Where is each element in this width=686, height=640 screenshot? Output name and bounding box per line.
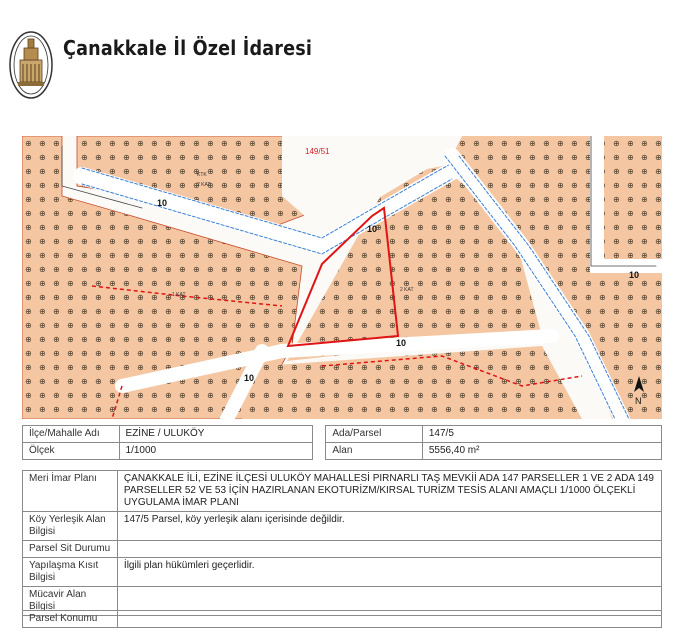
- road-label: 10: [244, 373, 255, 383]
- north-arrow-label: N: [635, 396, 642, 406]
- institution-logo-icon: [8, 30, 54, 100]
- table-row: [23, 426, 662, 443]
- road-label: 10: [157, 198, 168, 208]
- table-row: [23, 541, 662, 558]
- parcel-location-table: [22, 610, 662, 628]
- table-row: [23, 611, 662, 628]
- current-plan-value: ÇANAKKALE İLİ, EZİNE İLÇESİ ULUKÖY MAHALLESİ PIRNARLI TAŞ MEVKİİ ADA 147 PARSELLER 1 VE 2 ADA 149 PARSELLER 52 VE 53 İÇİN HAZIRLANAN EKOTURİZM/KIRSAL TURİZM TESİS ALANI AMAÇLI 1/1000 ÖLÇEKLİ UYGULAMA İMAR PLANI: [117, 471, 661, 512]
- block-parcel-label: Ada/Parsel: [326, 426, 422, 443]
- page-header: [8, 30, 668, 102]
- village-settlement-value: 147/5 Parsel, köy yerleşik alanı içerisinde değildir.: [117, 512, 661, 541]
- building-restriction-value: İlgili plan hükümleri geçerlidir.: [117, 558, 661, 587]
- zoning-info-table: [22, 470, 662, 616]
- current-plan-label: Meri İmar Planı: [23, 471, 118, 512]
- block-label: 2 KAT: [197, 182, 211, 188]
- parcel-location-label: Parsel Konumu: [23, 611, 118, 628]
- site-status-label: Parsel Sit Durumu: [23, 541, 118, 558]
- road-label: 10: [367, 224, 378, 234]
- block-label: 2 KAT: [400, 287, 414, 293]
- adjacent-area-label: Mücavir Alan Bilgisi: [23, 587, 118, 616]
- district-label: İlçe/Mahalle Adı: [23, 426, 120, 443]
- table-row: [23, 471, 662, 512]
- block-label: 1 KAT: [172, 292, 186, 298]
- zoning-map-drawing: [22, 136, 662, 419]
- area-value: 5556,40 m²: [422, 443, 661, 460]
- village-settlement-label: Köy Yerleşik Alan Bilgisi: [23, 512, 118, 541]
- site-status-value: [117, 541, 661, 558]
- table-row: [23, 558, 662, 587]
- road-label: 10: [629, 270, 640, 280]
- area-label: Alan: [326, 443, 422, 460]
- scale-value: 1/1000: [119, 443, 313, 460]
- block-parcel-value: 147/5: [422, 426, 661, 443]
- parcel-location-value: [117, 611, 661, 628]
- parcel-summary-table: [22, 425, 662, 460]
- road-label: 10: [396, 338, 407, 348]
- zoning-map[interactable]: [22, 136, 662, 419]
- district-value: EZİNE / ULUKÖY: [119, 426, 313, 443]
- block-label: KTK: [197, 172, 207, 178]
- table-row: [23, 443, 662, 460]
- scale-label: Ölçek: [23, 443, 120, 460]
- table-row: [23, 512, 662, 541]
- parcel-number-label: 149/51: [305, 147, 330, 156]
- building-restriction-label: Yapılaşma Kısıt Bilgisi: [23, 558, 118, 587]
- page-title: Çanakkale İl Özel İdaresi: [63, 36, 313, 60]
